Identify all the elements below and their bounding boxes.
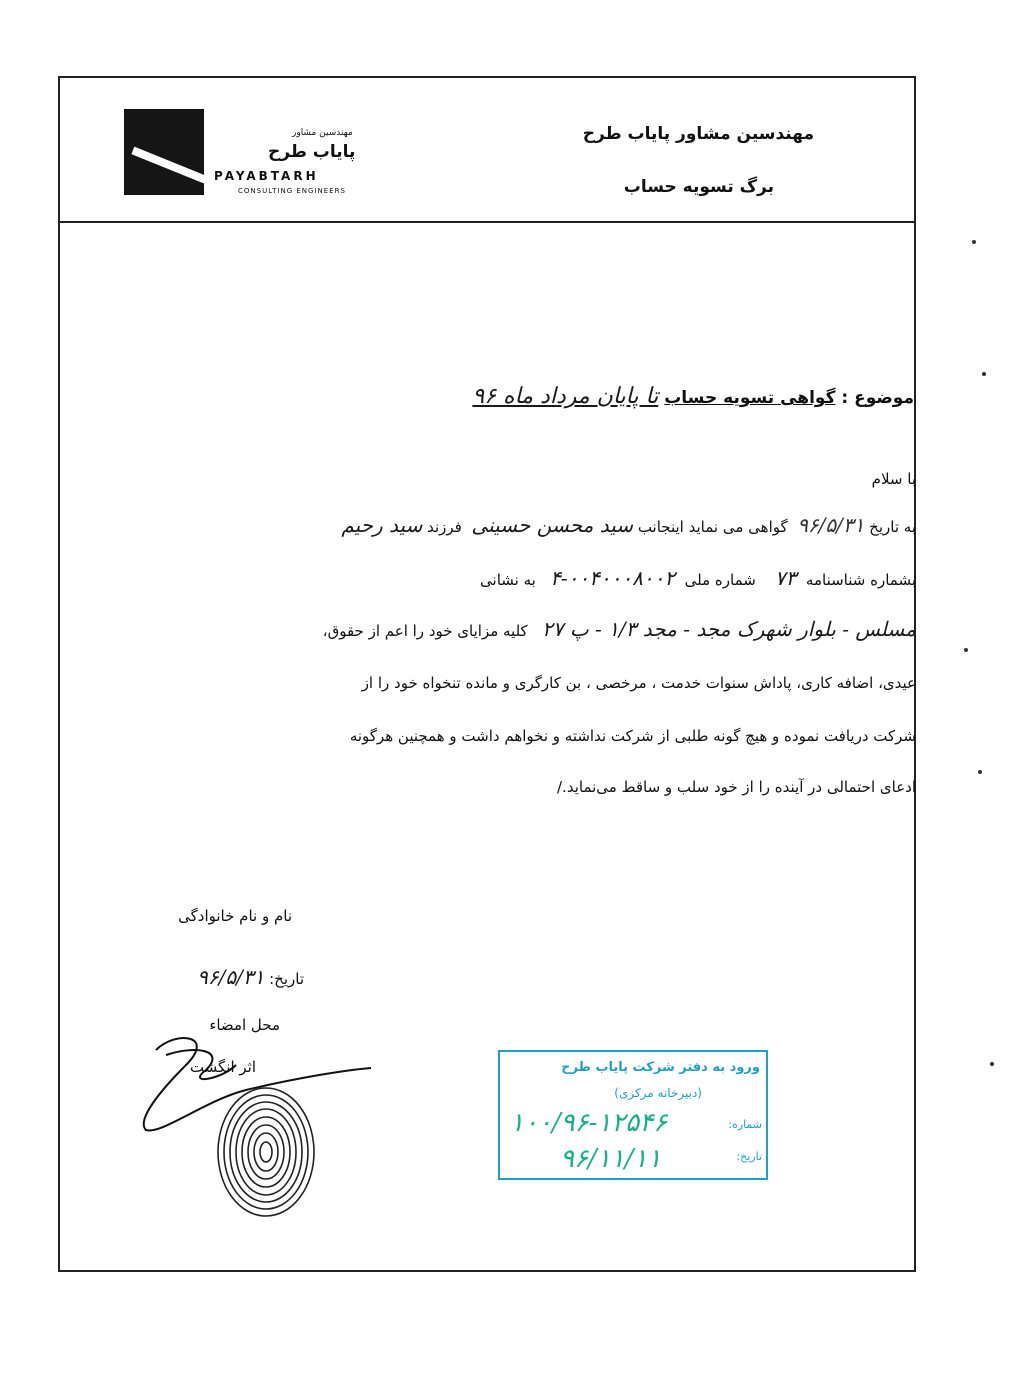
subject-printed: گواهی تسویه حساب <box>664 388 836 408</box>
stamp-title: ورود به دفتر شرکت پایاب طرح <box>561 1060 760 1075</box>
subject-label: موضوع : <box>841 388 914 408</box>
logo-small-text: مهندسین مشاور <box>292 128 353 138</box>
fingerprint-label: اثر انگشت <box>189 1058 256 1076</box>
body-line-6: ادعای احتمالی در آینده را از خود سلب و ساقط می‌نماید./ <box>557 778 916 796</box>
line1-text: گواهی می نماید اینجانب <box>637 518 788 536</box>
date-label: تاریخ: <box>269 970 304 988</box>
fingerprint-icon <box>214 1080 318 1220</box>
line3-text: کلیه مزایای خود را اعم از حقوق، <box>322 622 528 640</box>
logo-persian-name: پایاب طرح <box>268 142 356 162</box>
body-line-4: عیدی، اضافه کاری، پاداش سنوات خدمت ، مرخصی ، بن کارگری و مانده تنخواه خود را از <box>361 674 916 692</box>
address: مسلس - بلوار شهرک مجد - مجد ۱/۳ - پ ۲۷ <box>542 617 916 641</box>
payabtarh-logo-icon <box>124 109 204 195</box>
subject-line <box>472 384 914 409</box>
stamp-subtitle: (دبیرخانه مرکزی) <box>614 1086 702 1100</box>
line1-prefix: به تاریخ <box>869 518 916 536</box>
name-label: نام و نام خانوادگی <box>178 907 292 925</box>
body-line-5: شرکت دریافت نموده و هیچ گونه طلبی از شرکت نداشته و نخواهم داشت و همچنین هرگونه <box>349 727 916 745</box>
logo-subtitle: CONSULTING ENGINEERS <box>238 187 346 195</box>
line2-address-label: به نشانی <box>480 571 536 589</box>
scan-speck <box>972 240 976 244</box>
date-value: ۹۶/۵/۳۱ <box>197 965 265 989</box>
line1-date: ۹۶/۵/۳۱ <box>797 513 865 537</box>
line2-national-label: شماره ملی <box>684 571 756 589</box>
line1-son-of: فرزند <box>427 518 462 536</box>
subject-handwritten: تا پایان مرداد ماه ۹۶ <box>472 384 659 409</box>
body-line-1 <box>341 513 916 537</box>
stamp-date-value: ۹۶/۱۱/۱۱ <box>560 1144 662 1174</box>
id-number: ۷۳ <box>774 566 797 590</box>
logo-english-name: PAYABTARH <box>214 169 319 183</box>
body-line-2 <box>480 566 916 590</box>
employee-name: سید محسن حسینی <box>471 513 634 537</box>
form-title: برگ تسویه حساب <box>623 177 774 197</box>
scan-speck <box>982 372 986 376</box>
greeting: با سلام <box>871 470 916 488</box>
signature-label: محل امضاء <box>209 1016 280 1034</box>
stamp-date-label: تاریخ: <box>736 1150 762 1163</box>
national-id: ۰۰۴۰۰۰۸۰۰۲-۴ <box>550 566 676 590</box>
header-divider <box>58 221 916 223</box>
company-name: مهندسین مشاور پایاب طرح <box>582 124 814 144</box>
stamp-number-label: شماره: <box>728 1118 762 1131</box>
scan-speck <box>964 648 968 652</box>
line2-prefix: بشماره شناسنامه <box>805 571 916 589</box>
stamp-number-value: ۱۰۰/۹۶-۱۲۵۴۶ <box>510 1108 668 1138</box>
scan-speck <box>990 1062 994 1066</box>
registration-stamp <box>498 1050 768 1180</box>
date-row <box>197 965 304 989</box>
father-name: سید رحیم <box>341 513 423 537</box>
scan-speck <box>978 770 982 774</box>
body-line-3 <box>323 617 916 641</box>
